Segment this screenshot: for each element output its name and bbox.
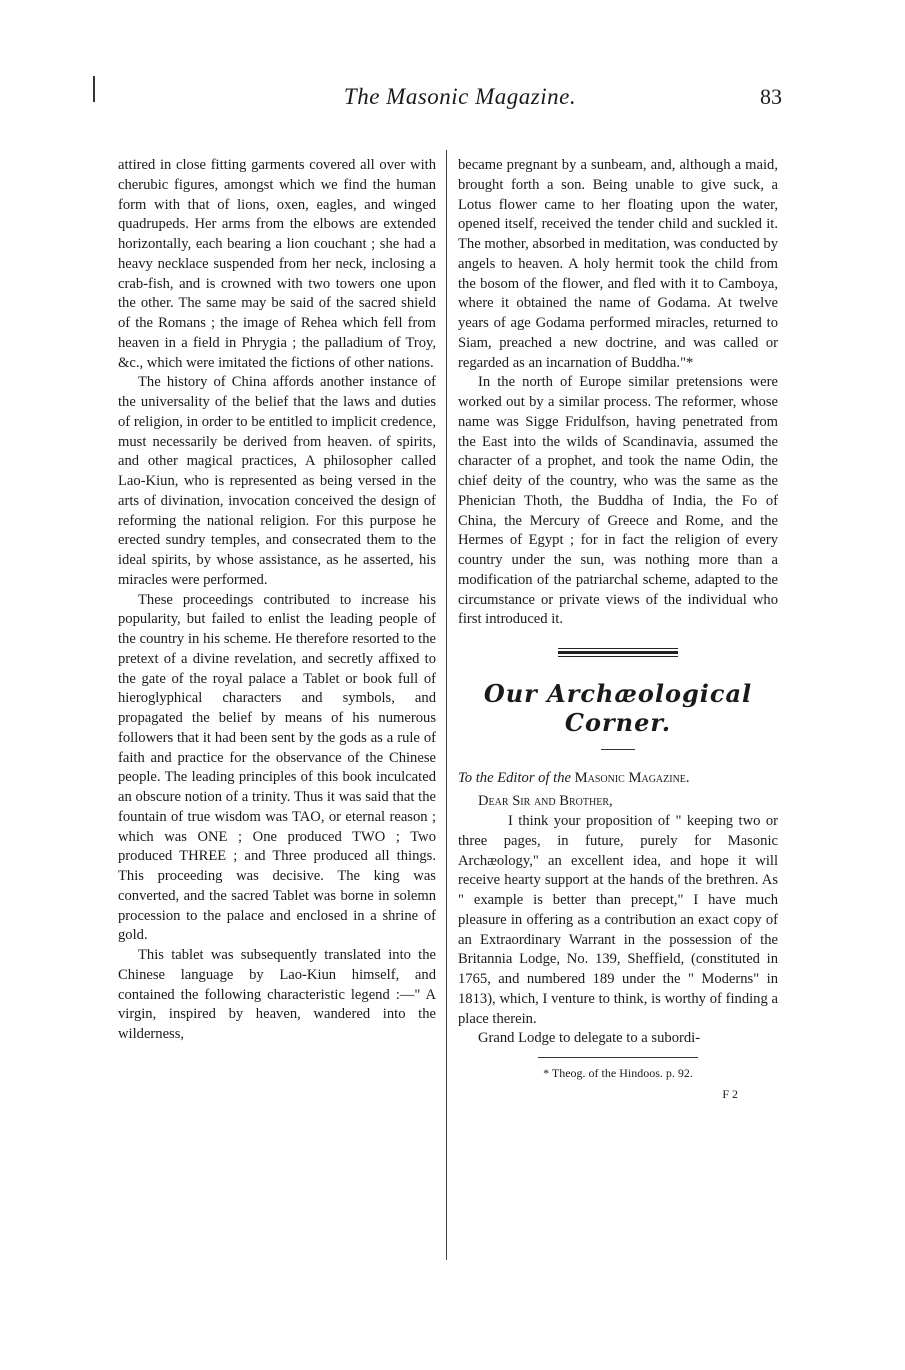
section-heading: Our Archæological Corner. <box>483 679 753 737</box>
footnote: * Theog. of the Hindoos. p. 92. <box>543 1066 693 1080</box>
decorative-rule <box>558 648 678 657</box>
body-paragraph: This tablet was subsequently translated into the Chinese language by Lao-Kiun himself, and contained the following characteristic legend :—" A virgin, inspired by heaven, wandered into the wilderness, <box>118 947 436 1042</box>
running-title: The Masonic Magazine. <box>343 84 577 109</box>
right-column <box>458 156 778 1102</box>
address-magazine: Masonic Magazine. <box>574 770 690 786</box>
body-paragraph: became pregnant by a sunbeam, and, although a maid, brought forth a son. Being unable to give suck, a Lotus flower came to her floating upon the water, opened itself, received the tender child and suckled it. The mother, absorbed in meditation, was conducted by angels to heaven. A holy hermit took the child from the bosom of the flower, and fled with it to Camboya, where it obtained the name of Godama. At twelve years of age Godama performed miracles, returned to Siam, preached a new doctrine, and was called or regarded as an incarnation of Buddha."* <box>458 157 778 371</box>
footnote-rule <box>538 1057 698 1058</box>
letter-salutation: Dear Sir and Brother, <box>478 793 613 809</box>
body-paragraph: In the north of Europe similar pretensions were worked out by a similar process. The reformer, whose name was Sigge Fridulfson, having penetrated from the East into the wilds of Scandinavia, assumed the character of a prophet, and took the name Odin, the chief deity of the country, who was the same as the Phenician Thoth, the Buddha of India, the Fo of China, the Mercury of Greece and Rome, and the Hermes of Egypt ; for in fact the religion of every country under the sun, was nothing more than a modification of the patriarchal scheme, adapted to the circumstance or private views of the individual who first introduced it. <box>458 374 778 628</box>
body-paragraph: attired in close fitting garments covered all over with cherubic figures, amongst which we find the human form with that of lions, oxen, eagles, and winged quadrupeds. Her arms from the elbows are extended horizontally, each bearing a lion couchant ; she had a heavy necklace suspended from her neck, inclosing a crab-fish, and is crowned with two towers one upon the other. The same may be said of the sacred shield of the Romans ; the image of Rehea which fell from heaven in a field in Phrygia ; the palladium of Troy, &c., which were imitated the fictions of other nations. <box>118 157 436 371</box>
address-prefix: To the Editor of the <box>458 770 571 786</box>
left-column <box>118 156 436 1045</box>
margin-mark <box>93 76 95 102</box>
body-paragraph: The history of China affords another instance of the universality of the belief that the laws and duties of religion, in order to be entitled to implicit credence, must necessarily be derived from heaven. of spirits, and other magical practices, A philosopher called Lao-Kiun, who is represented as being versed in the arts of divination, invocation conceived the design of reforming the national religion. For this purpose he erected sundry temples, and consecrated them to the ideal spirits, by whose assistance, as he asserted, his miracles were performed. <box>118 374 436 588</box>
column-divider <box>446 150 447 1260</box>
body-paragraph: These proceedings contributed to increase his popularity, but failed to enlist the leading people of the country in his scheme. He therefore resorted to the pretext of a divine revelation, and secretly affixed to the gate of the royal palace a Tablet or book full of hieroglyphical characters and symbols, and propagated the belief by means of his numerous followers that it had been sent by the gods as a rule of faith and practice for the observance of the Chinese people. The leading principles of this book inculcated an obscure notion of a trinity. Thus it was said that the fountain of true wisdom was TAO, or eternal reason ; which was ONE ; One produced TWO ; Two produced THREE ; and Three produced all things. This proceeding was decisive. The king was converted, and the sacred Tablet was borne in solemn procession to the palace and enclosed in a shrine of gold. <box>118 591 436 944</box>
signature-mark: F 2 <box>722 1087 738 1101</box>
letter-address <box>458 766 778 790</box>
short-rule <box>601 749 635 750</box>
letter-paragraph: I think your proposition of " keeping two or three pages, in future, purely for Masonic Archæology," an excellent idea, and hope it will receive hearty support at the hands of the brethren. As " example is better than precept," I have much pleasure in offering as a contribution an exact copy of an Extraordinary Warrant in the possession of the Britannia Lodge, No. 139, Sheffield, (constituted in 1765, and numbered 189 under the " Moderns" in 1813), which, I venture to think, is worthy of finding a place therein. <box>458 813 778 1027</box>
letter-paragraph: Grand Lodge to delegate to a subordi- <box>478 1030 701 1047</box>
page-number: 83 <box>760 84 782 109</box>
